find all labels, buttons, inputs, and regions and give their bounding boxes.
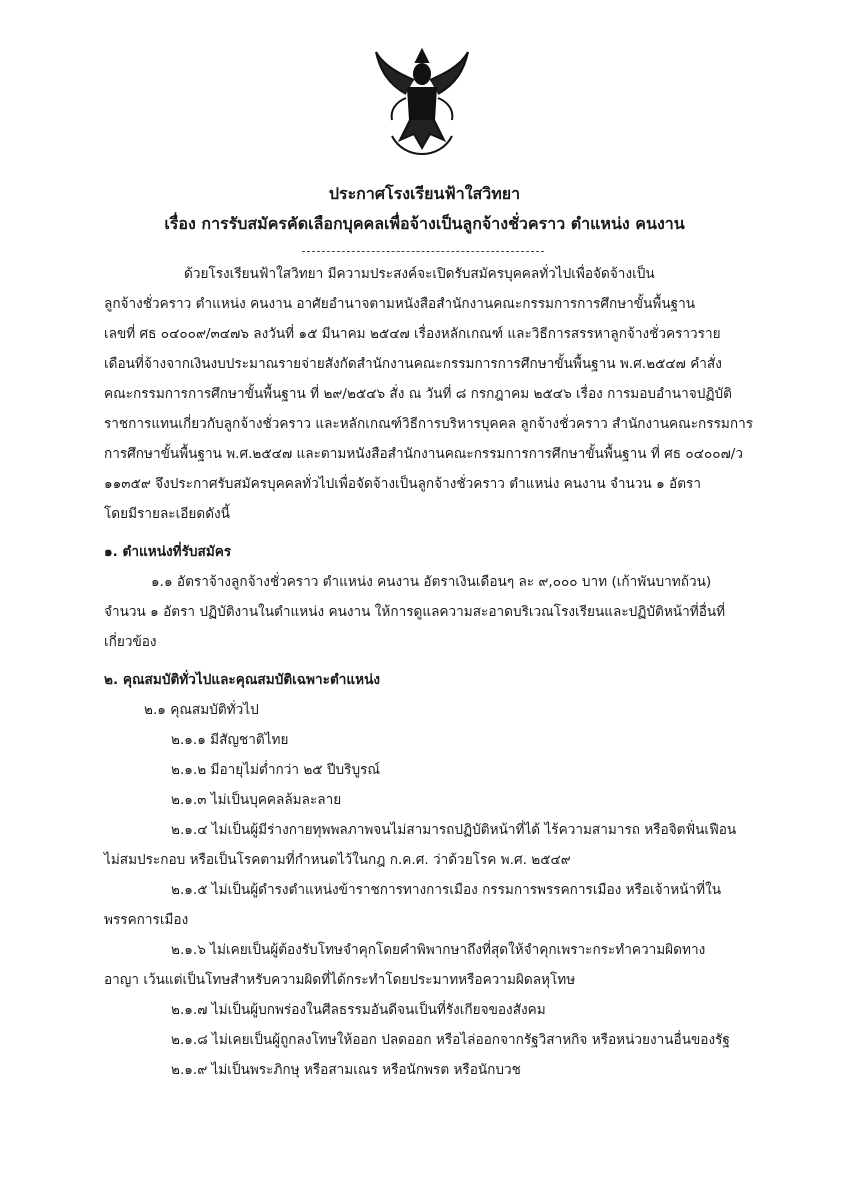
intro-line: ด้วยโรงเรียนฟ้าใสวิทยา มีความประสงค์จะเปิดรับสมัครบุคคลทั่วไปเพื่อจัดจ้างเป็น	[184, 266, 655, 282]
intro-line: ลูกจ้างชั่วคราว ตำแหน่ง คนงาน อาศัยอำนาจตามหนังสือสำนักงานคณะกรรมการการศึกษาขั้นพื้นฐาน	[104, 296, 696, 312]
qualification-item-continued: ไม่สมประกอบ หรือเป็นโรคตามที่กำหนดไว้ในกฎ ก.ค.ศ. ว่าด้วยโรค พ.ศ. ๒๕๔๙	[104, 852, 571, 868]
section-1-heading: ๑. ตำแหน่งที่รับสมัคร	[104, 544, 232, 560]
qualification-item: ๒.๑.๘ ไม่เคยเป็นผู้ถูกลงโทษให้ออก ปลดออก หรือไล่ออกจากรัฐวิสาหกิจ หรือหน่วยงานอื่นของรัฐ	[171, 1032, 730, 1048]
qualification-item: ๒.๑.๔ ไม่เป็นผู้มีร่างกายทุพพลภาพจนไม่สามารถปฏิบัติหน้าที่ได้ ไร้ความสามารถ หรือจิตฟั่นเฟือน	[171, 822, 737, 838]
announcement-title: ประกาศโรงเรียนฟ้าใสวิทยา	[328, 184, 521, 203]
qualification-item-continued: พรรคการเมือง	[104, 912, 189, 928]
qualification-item: ๒.๑.๖ ไม่เคยเป็นผู้ต้องรับโทษจำคุกโดยคำพิพากษาถึงที่สุดให้จำคุกเพราะกระทำความผิดทาง	[171, 942, 706, 958]
qualification-item: ๒.๑.๙ ไม่เป็นพระภิกษุ หรือสามเณร หรือนักพรต หรือนักบวช	[171, 1062, 521, 1078]
intro-line: โดยมีรายละเอียดดังนี้	[104, 506, 230, 522]
announcement-subject: เรื่อง การรับสมัครคัดเลือกบุคคลเพื่อจ้างเป็นลูกจ้างชั่วคราว ตำแหน่ง คนงาน	[164, 214, 685, 233]
divider	[302, 251, 544, 252]
intro-line: คณะกรรมการการศึกษาขั้นพื้นฐาน ที่ ๒๙/๒๕๔๖ สั่ง ณ วันที่ ๘ กรกฎาคม ๒๕๔๖ เรื่อง การมอบอำนาจปฏิบัติ	[104, 386, 732, 402]
intro-line: ๑๑๓๕๙ จึงประกาศรับสมัครบุคคลทั่วไปเพื่อจัดจ้างเป็นลูกจ้างชั่วคราว ตำแหน่ง คนงาน จำนวน ๑ อัตรา	[104, 476, 701, 492]
section-2-subheading: ๒.๑ คุณสมบัติทั่วไป	[144, 702, 259, 718]
intro-line: ราชการแทนเกี่ยวกับลูกจ้างชั่วคราว และหลักเกณฑ์วิธีการบริหารบุคคล ลูกจ้างชั่วคราว สำนักงานคณะกรรมการ	[104, 416, 754, 432]
qualification-item-continued: อาญา เว้นแต่เป็นโทษสำหรับความผิดที่ได้กระทำโดยประมาทหรือความผิดลหุโทษ	[104, 972, 576, 988]
section-1-line: ๑.๑ อัตราจ้างลูกจ้างชั่วคราว ตำแหน่ง คนงาน อัตราเงินเดือนๆ ละ ๙,๐๐๐ บาท (เก้าพันบาทถ้วน)	[151, 574, 712, 590]
section-1-line: จำนวน ๑ อัตรา ปฏิบัติงานในตำแหน่ง คนงาน ให้การดูแลความสะอาดบริเวณโรงเรียนและปฏิบัติหน้าที่อื่นที่	[104, 604, 726, 620]
intro-line: เดือนที่จ้างจากเงินงบประมาณรายจ่ายสังกัดสำนักงานคณะกรรมการการศึกษาขั้นพื้นฐาน พ.ศ.๒๕๔๗ คำสั่ง	[104, 356, 722, 372]
qualification-item: ๒.๑.๓ ไม่เป็นบุคคลล้มละลาย	[171, 792, 342, 808]
garuda-emblem-icon	[370, 44, 474, 158]
intro-line: การศึกษาขั้นพื้นฐาน พ.ศ.๒๕๔๗ และตามหนังสือสำนักงานคณะกรรมการการศึกษาขั้นพื้นฐาน ที่ ศธ ๐๔๐๐๗/ว	[104, 446, 744, 462]
qualification-item: ๒.๑.๑ มีสัญชาติไทย	[171, 732, 289, 748]
section-2-heading: ๒. คุณสมบัติทั่วไปและคุณสมบัติเฉพาะตำแหน่ง	[104, 672, 381, 688]
qualification-item: ๒.๑.๗ ไม่เป็นผู้บกพร่องในศีลธรรมอันดีจนเป็นที่รังเกียจของสังคม	[171, 1002, 546, 1018]
qualification-item: ๒.๑.๕ ไม่เป็นผู้ดำรงตำแหน่งข้าราชการทางการเมือง กรรมการพรรคการเมือง หรือเจ้าหน้าที่ใน	[171, 882, 722, 898]
qualification-item: ๒.๑.๒ มีอายุไม่ต่ำกว่า ๒๕ ปีบริบูรณ์	[171, 762, 380, 778]
section-1-line: เกี่ยวข้อง	[104, 634, 157, 650]
intro-line: เลขที่ ศธ ๐๔๐๐๙/๓๔๗๖ ลงวันที่ ๑๕ มีนาคม ๒๕๔๗ เรื่องหลักเกณฑ์ และวิธีการสรรหาลูกจ้างชั่วคราวราย	[104, 326, 721, 342]
